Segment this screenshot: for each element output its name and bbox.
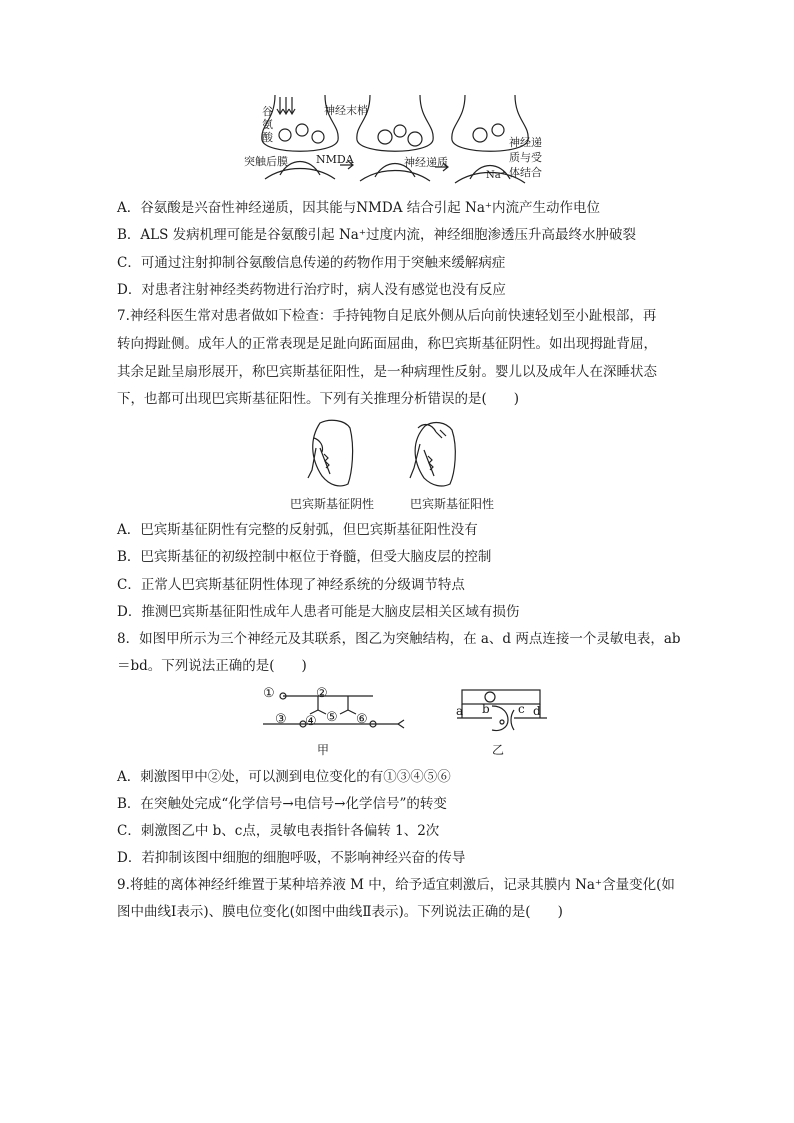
q9-stem-line-1: 9.将蛙的离体神经纤维置于某种培养液 M 中，给予适宜刺激后，记录其膜内 Na⁺含量变化(如 xyxy=(117,877,675,893)
jia-label-6: ⑥ xyxy=(356,712,368,727)
jia-label-4: ④ xyxy=(305,714,317,729)
q6-option-c: C．可通过注射抑制谷氨酸信息传递的药物作用于突触来缓解病症 xyxy=(117,255,506,271)
q7-option-d: D．推测巴宾斯基征阳性成年人患者可能是大脑皮层相关区域有损伤 xyxy=(117,604,520,620)
q7-stem-line-2: 转向拇趾侧。成年人的正常表现是足趾向跖面屈曲，称巴宾斯基征阴性。如出现拇趾背屈， xyxy=(117,336,657,352)
q8-option-c: C．刺激图乙中 b、c点，灵敏电表指针各偏转 1、2次 xyxy=(117,823,440,839)
q7-stem-line-1: 7.神经科医生常对患者做如下检查：手持钝物自足底外侧从后向前快速轻划至小趾根部，再 xyxy=(117,308,657,324)
yi-label-c: c xyxy=(518,702,525,716)
jia-label-5: ⑤ xyxy=(326,710,338,725)
jia-label-3: ③ xyxy=(275,712,287,727)
babinski-negative-caption: 巴宾斯基征阴性 xyxy=(290,497,375,511)
q8-option-a: A．刺激图甲中②处，可以测到电位变化的有①③④⑤⑥ xyxy=(117,769,451,785)
q7-stem-line-3: 其余足趾呈扇形展开，称巴宾斯基征阳性，是一种病理性反射。婴儿以及成年人在深睡状态 xyxy=(117,364,657,380)
babinski-positive-caption: 巴宾斯基征阳性 xyxy=(410,497,495,511)
q8-stem-line-2: ＝bd。下列说法正确的是( ) xyxy=(117,658,307,674)
q8-option-b: B．在突触处完成“化学信号→电信号→化学信号”的转变 xyxy=(117,796,447,812)
jia-label-2: ② xyxy=(316,686,328,701)
postsynaptic-label: 突触后膜 xyxy=(244,155,288,168)
nmda-label: NMDA xyxy=(316,153,354,166)
q7-option-a: A．巴宾斯基征阴性有完整的反射弧，但巴宾斯基征阳性没有 xyxy=(117,522,478,538)
yi-label-d: d xyxy=(533,704,541,718)
q8-stem-line-1: 8．如图甲所示为三个神经元及其联系，图乙为突触结构，在 a、d 两点连接一个灵敏电表，ab xyxy=(117,631,681,647)
jia-caption: 甲 xyxy=(317,743,330,757)
jia-label-1: ① xyxy=(263,686,275,701)
na-label: Na⁺ xyxy=(486,170,506,181)
q9-stem-line-2: 图中曲线Ⅰ表示)、膜电位变化(如图中曲线Ⅱ表示)。下列说法正确的是( ) xyxy=(117,904,563,920)
q6-option-b: B．ALS 发病机理可能是谷氨酸引起 Na⁺过度内流，神经细胞渗透压升高最终水肿破裂 xyxy=(117,227,636,243)
yi-label-a: a xyxy=(456,704,464,718)
glutamate-label: 谷 氨 酸 xyxy=(262,105,273,144)
babinski-figure xyxy=(300,418,490,490)
q6-option-a: A．谷氨酸是兴奋性神经递质，因其能与NMDA 结合引起 Na⁺内流产生动作电位 xyxy=(117,200,601,216)
yi-label-b: b xyxy=(482,702,490,716)
q6-option-d: D．对患者注射神经类药物进行治疗时，病人没有感觉也没有反应 xyxy=(117,282,506,298)
binding-label: 神经递 质与受 体结合 xyxy=(509,136,542,179)
q7-option-b: B．巴宾斯基征的初级控制中枢位于脊髓，但受大脑皮层的控制 xyxy=(117,549,492,565)
nerve-ending-label: 神经末梢 xyxy=(324,104,368,117)
q7-option-c: C．正常人巴宾斯基征阴性体现了神经系统的分级调节特点 xyxy=(117,577,465,593)
yi-caption: 乙 xyxy=(492,743,505,757)
q8-option-d: D．若抑制该图中细胞的细胞呼吸，不影响神经兴奋的传导 xyxy=(117,850,466,866)
q7-stem-line-4: 下，也都可出现巴宾斯基征阳性。下列有关推理分析错误的是( ) xyxy=(117,391,520,407)
transmitter-label: 神经递质 xyxy=(404,156,448,169)
